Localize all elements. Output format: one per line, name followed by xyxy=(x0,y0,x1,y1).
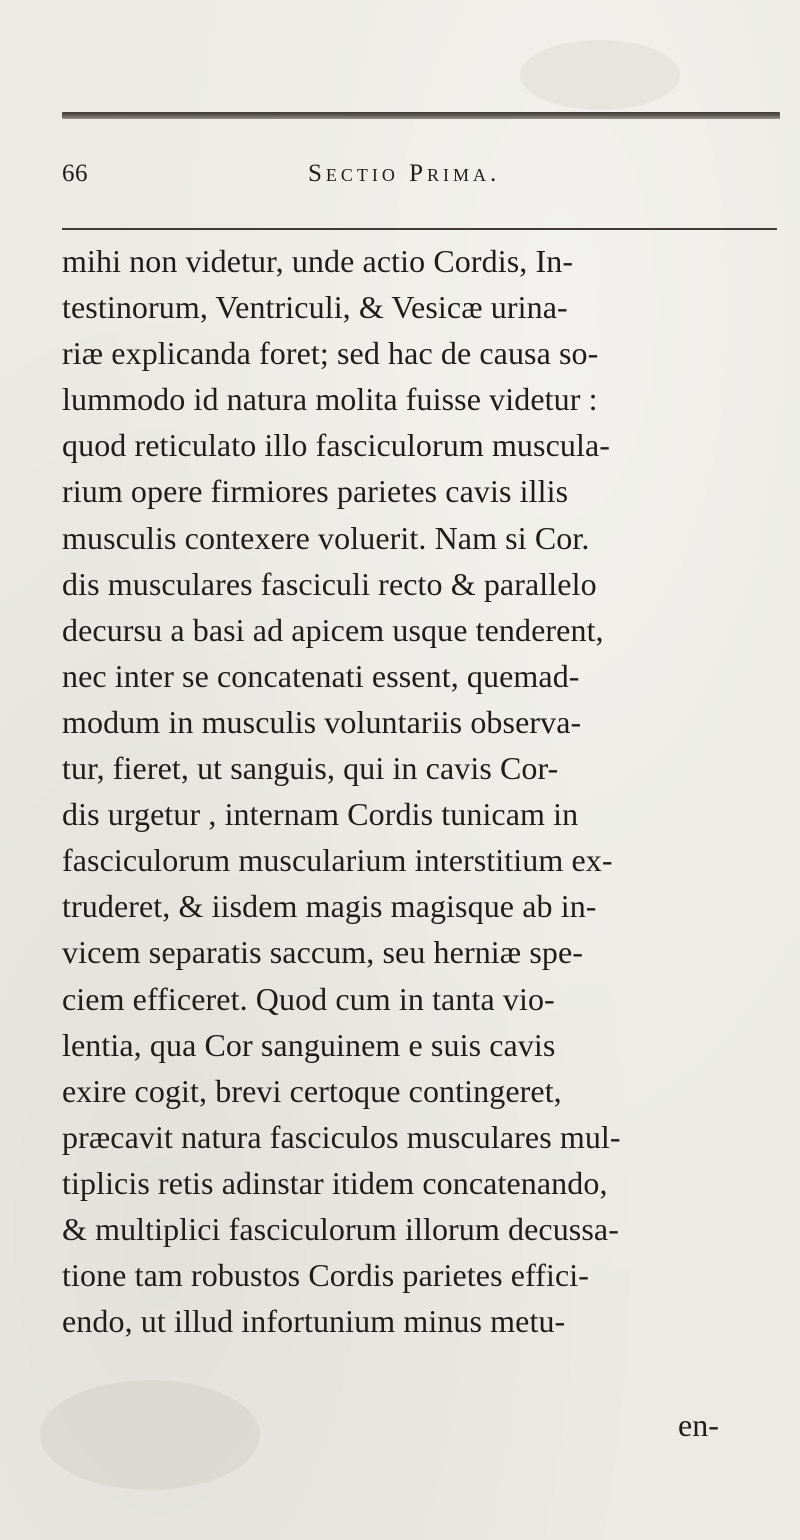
text-line: dis musculares fasciculi recto & parallelo xyxy=(62,565,597,602)
text-line: ciem efficeret. Quod cum in tanta vio- xyxy=(62,980,555,1017)
text-line: præcavit natura fasciculos musculares mul- xyxy=(62,1118,621,1155)
text-line: decursu a basi ad apicem usque tenderent, xyxy=(62,611,604,648)
ornamental-top-rule xyxy=(62,112,780,119)
page-number: 66 xyxy=(62,160,88,187)
text-line: tiplicis retis adinstar itidem concatenando, xyxy=(62,1164,608,1201)
text-line: lentia, qua Cor sanguinem e suis cavis xyxy=(62,1026,556,1063)
header-rule xyxy=(62,228,777,230)
text-line: lummodo id natura molita fuisse videtur : xyxy=(62,381,598,418)
text-line: fasciculorum muscularium interstitium ex- xyxy=(62,842,613,879)
text-line: mihi non videtur, unde actio Cordis, In- xyxy=(62,243,574,279)
text-line: tur, fieret, ut sanguis, qui in cavis Cor- xyxy=(62,750,559,787)
text-line: nec inter se concatenati essent, quemad- xyxy=(62,657,580,694)
text-line: exire cogit, brevi certoque contingeret, xyxy=(62,1072,562,1109)
text-line: musculis contexere voluerit. Nam si Cor. xyxy=(62,519,590,556)
text-line: tione tam robustos Cordis parietes effici- xyxy=(62,1257,590,1294)
text-line: dis urgetur , internam Cordis tunicam in xyxy=(62,796,579,833)
text-line: truderet, & iisdem magis magisque ab in- xyxy=(62,888,597,925)
text-line: quod reticulato illo fasciculorum muscula- xyxy=(62,427,611,464)
body-text xyxy=(62,238,792,1344)
text-line: modum in musculis voluntariis observa- xyxy=(62,703,582,740)
catchword: en- xyxy=(678,1407,719,1443)
text-line: & multiplici fasciculorum illorum decussa- xyxy=(62,1210,619,1247)
running-head: Sectio Prima. xyxy=(308,160,501,187)
text-line: vicem separatis saccum, seu herniæ spe- xyxy=(62,934,584,971)
text-line: rium opere firmiores parietes cavis illis xyxy=(62,473,569,510)
text-line: riæ explicanda foret; sed hac de causa so- xyxy=(62,335,599,372)
paper-stain xyxy=(520,40,680,110)
page-header xyxy=(62,160,622,200)
text-line: endo, ut illud infortunium minus metu- xyxy=(62,1303,566,1340)
text-line: testinorum, Ventriculi, & Vesicæ urina- xyxy=(62,289,568,326)
paper-stain xyxy=(40,1380,260,1490)
